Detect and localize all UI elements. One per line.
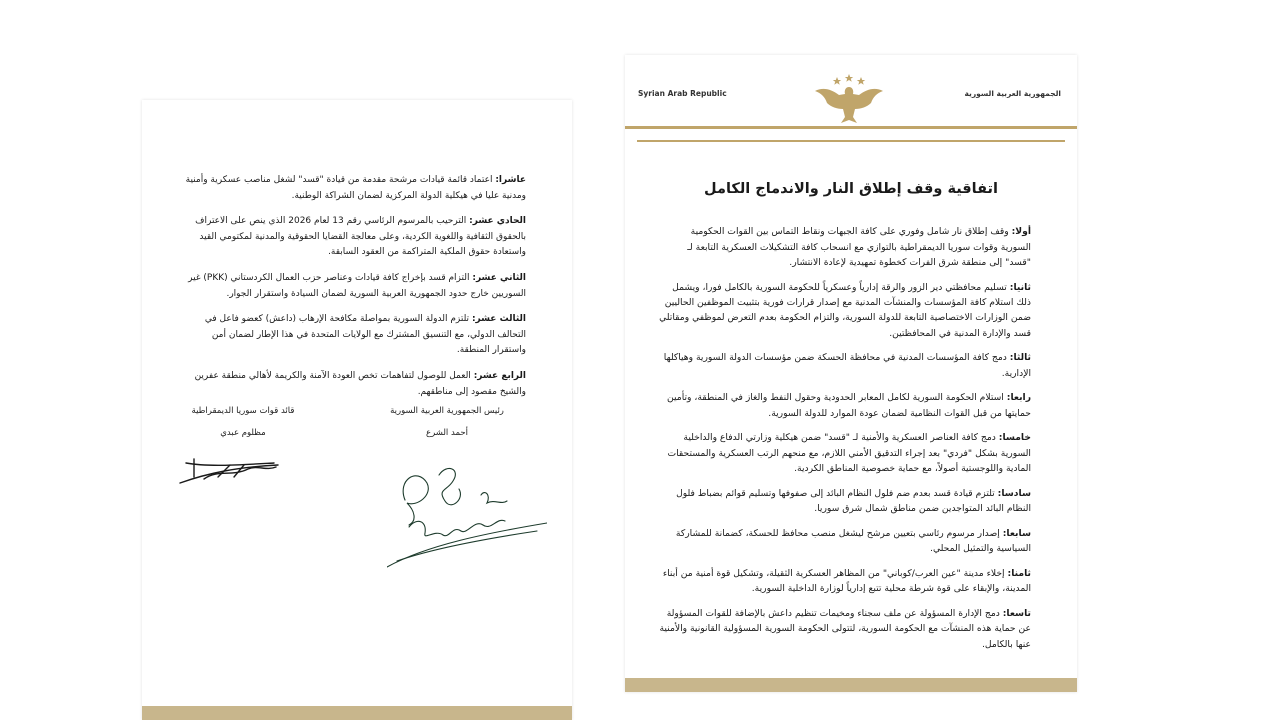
clause-11: الحادي عشر: الترحيب بالمرسوم الرئاسي رقم 13 لعام 2026 الذي ينص على الاعتراف بالحقوق الثقافية واللغوية الكردية، وعلى معالجة القضايا الحقوقية والمدنية لمكتومي القيد واستعادة حقوق الملكية المتراكمة من العقود السابقة. <box>195 216 526 258</box>
clause-10: عاشرا: اعتماد قائمة قيادات مرشحة مقدمة من قيادة "قسد" لشغل مناصب عسكرية وأمنية ومدنية عليا في هيكلية الدولة المركزية لضمان الشراكة الوطنية. <box>185 175 526 201</box>
page-footer-bar <box>142 706 572 720</box>
clause-5: خامسا: دمج كافة العناصر العسكرية والأمنية لـ "قسد" ضمن هيكلية وزارتي الدفاع والداخلية السورية بشكل "فردي" بعد إجراء التدقيق الأمني اللازم، مع منحهم الرتب العسكرية والمستحقات المادية واللوجستية أصولاً، مع حماية خصوصية المناطق الكردية. <box>667 432 1031 475</box>
clause-13: الثالث عشر: تلتزم الدولة السورية بمواصلة مكافحة الإرهاب (داعش) كعضو فاعل في التحالف الدولي، مع التنسيق المشترك مع الولايات المتحدة في هذا الإطار لضمان أمن واستقرار المنطقة. <box>204 314 526 356</box>
clause-1: أولا: وقف إطلاق نار شامل وفوري على كافة الجبهات ونقاط التماس بين القوات الحكومية السورية وقوات سوريا الديمقراطية بالتوازي مع انسحاب كافة التشكيلات العسكرية التابعة لـ "قسد" إلى منطقة شرق الفرات كخطوة تمهيدية لإعادة الانتشار. <box>687 226 1031 268</box>
president-title: رئيس الجمهورية العربية السورية <box>390 406 504 416</box>
header-divider-bottom <box>637 140 1065 142</box>
president-signature <box>387 455 547 570</box>
page-footer-bar <box>625 678 1077 692</box>
sdf-commander-title: قائد قوات سوريا الديمقراطية <box>191 406 295 416</box>
clause-6: سادسا: تلتزم قيادة قسد بعدم ضم فلول النظام البائد إلى صفوفها وتسليم قوائم بضباط فلول النظام البائد المتواجدين ضمن مناطق شمال شرق سوريا. <box>676 487 1031 515</box>
clause-12: الثاني عشر: التزام قسد بإخراج كافة قيادات وعناصر حزب العمال الكردستاني (PKK) غير السوريين خارج حدود الجمهورية العربية السورية لضمان السيادة واستقرار الجوار. <box>188 272 526 299</box>
sdf-commander-name: مظلوم عبدي <box>220 428 266 438</box>
clauses-list-page-2 <box>178 164 526 410</box>
clause-4: رابعا: استلام الحكومة السورية لكامل المعابر الحدودية وحقول النفط والغاز في المنطقة، وتأمين حمايتها من قبل القوات النظامية لضمان عودة الموارد للدولة السورية. <box>667 392 1031 419</box>
clause-14: الرابع عشر: العمل للوصول لتفاهمات تخص العودة الآمنة والكريمة لأهالي منطقة عفرين والشيخ مقصود إلى مناطقهم. <box>194 370 526 397</box>
clause-3: ثالثا: دمج كافة المؤسسات المدنية في محافظة الحسكة ضمن مؤسسات الدولة السورية وهياكلها الإدارية. <box>663 352 1031 379</box>
signature-block-sdf <box>168 406 318 438</box>
clause-7: سابعا: إصدار مرسوم رئاسي بتعيين مرشح ليشغل منصب محافظ للحسكة، كضمانة للمشاركة السياسية والتمثيل المحلي. <box>675 527 1031 555</box>
clause-8: ثامنا: إخلاء مدينة "عين العرب/كوباني" من المظاهر العسكرية الثقيلة، وتشكيل قوة أمنية من أبناء المدينة، والإبقاء على قوة شرطة محلية تتبع إدارياً لوزارة الداخلية السورية. <box>662 567 1031 595</box>
signature-block-president <box>372 406 522 438</box>
document-page-1 <box>625 55 1077 692</box>
sdf-commander-signature <box>178 455 282 489</box>
document-title: اتفاقية وقف إطلاق النار والاندماج الكامل <box>704 181 998 197</box>
eagle-emblem-icon <box>813 73 885 129</box>
clause-2: ثانيا: تسليم محافظتي دير الزور والرقة إدارياً وعسكرياً للحكومة السورية بالكامل فورا، ويشمل ذلك استلام كافة المؤسسات والمنشآت المدنية مع إصدار قرارات فورية بتثبيت الموظفين الحاليين ضمن الوزارات الاختصاصية التابعة للدولة السورية، والتزام الحكومة بعدم التعرض لموظفي ومقاتلي قسد والإدارة المدنية في المحافظتين. <box>659 281 1031 339</box>
clauses-list-page-1 <box>659 215 1031 661</box>
header-divider-top <box>625 126 1077 129</box>
header-english-name: Syrian Arab Republic <box>638 89 727 98</box>
clause-9: تاسعا: دمج الإدارة المسؤولة عن ملف سجناء ومخيمات تنظيم داعش بالإضافة للقوات المسؤولة عن حماية هذه المنشآت مع الحكومة السورية، لتتولى الحكومة السورية المسؤولية القانونية والأمنية عنها بالكامل. <box>659 607 1031 650</box>
president-name: أحمد الشرع <box>426 428 468 438</box>
document-page-2 <box>142 100 572 720</box>
header-arabic-name: الجمهورية العربية السورية <box>964 89 1061 98</box>
